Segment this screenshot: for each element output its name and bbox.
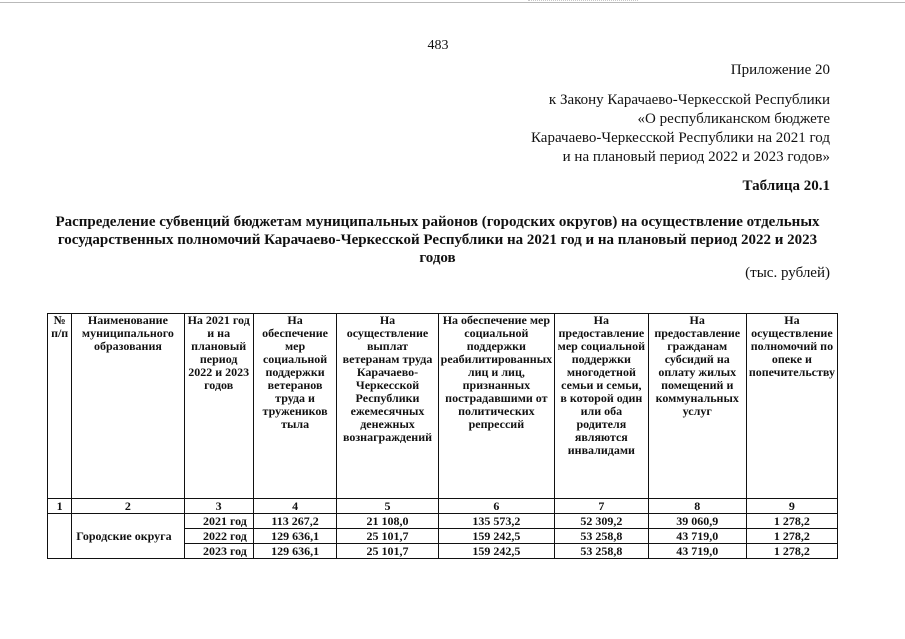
year-cell: 2023 год <box>184 544 253 559</box>
value-cell: 25 101,7 <box>337 544 438 559</box>
units-label: (тыс. рублей) <box>745 265 830 281</box>
value-cell: 1 278,2 <box>746 514 837 529</box>
table-header-row <box>48 314 838 499</box>
year-cell: 2022 год <box>184 529 253 544</box>
value-cell: 129 636,1 <box>253 529 337 544</box>
value-cell: 159 242,5 <box>438 529 554 544</box>
law-line: «О республиканском бюджете <box>637 111 830 127</box>
header-cell: На 2021 год и на плановый период 2022 и 2023 годов <box>184 314 253 499</box>
column-number: 9 <box>746 499 837 514</box>
value-cell: 113 267,2 <box>253 514 337 529</box>
law-line: Карачаево-Черкесской Республики на 2021 год <box>531 130 830 146</box>
subvention-table <box>47 313 838 559</box>
header-cell: На обеспечение мер социальной поддержки ветеранов труда и тружеников тыла <box>253 314 337 499</box>
header-cell: На предоставление мер социальной поддержки многодетной семьи и семьи, в которой один или оба родителя являются инвалидами <box>555 314 649 499</box>
header-cell: Наименование муниципального образования <box>72 314 184 499</box>
value-cell: 159 242,5 <box>438 544 554 559</box>
value-cell: 25 101,7 <box>337 529 438 544</box>
value-cell: 1 278,2 <box>746 529 837 544</box>
law-reference <box>531 91 830 167</box>
header-cell: На осуществление полномочий по опеке и попечительству <box>746 314 837 499</box>
page-number: 483 <box>427 38 449 53</box>
row-number-cell <box>48 514 72 559</box>
column-number: 8 <box>648 499 746 514</box>
value-cell: 1 278,2 <box>746 544 837 559</box>
value-cell: 43 719,0 <box>648 544 746 559</box>
document-title: Распределение субвенций бюджетам муниципальных районов (городских округов) на осуществление отдельных государственных полномочий Карачаево-Черкесской Республики на 2021 год и на плановый период 2022 и 2023 годов <box>55 214 820 266</box>
column-number: 6 <box>438 499 554 514</box>
header-cell: На осуществление выплат ветеранам труда Карачаево-Черкесской Республики ежемесячных денежных вознаграждений <box>337 314 438 499</box>
header-cell: № п/п <box>48 314 72 499</box>
municipality-name: Городские округа <box>72 514 184 559</box>
column-number: 7 <box>555 499 649 514</box>
year-cell: 2021 год <box>184 514 253 529</box>
column-number: 1 <box>48 499 72 514</box>
header-cell: На обеспечение мер социальной поддержки реабилитированных лиц и лиц, признанных пострадавшими от политических репрессий <box>438 314 554 499</box>
top-border-line <box>0 2 905 3</box>
value-cell: 135 573,2 <box>438 514 554 529</box>
law-line: и на плановый период 2022 и 2023 годов» <box>562 149 830 165</box>
appendix-label: Приложение 20 <box>730 62 830 78</box>
value-cell: 53 258,8 <box>555 529 649 544</box>
value-cell: 52 309,2 <box>555 514 649 529</box>
value-cell: 21 108,0 <box>337 514 438 529</box>
value-cell: 43 719,0 <box>648 529 746 544</box>
column-number: 5 <box>337 499 438 514</box>
column-number: 4 <box>253 499 337 514</box>
header-cell: На предоставление гражданам субсидий на оплату жилых помещений и коммунальных услуг <box>648 314 746 499</box>
column-number: 3 <box>184 499 253 514</box>
table-label: Таблица 20.1 <box>742 178 830 194</box>
value-cell: 129 636,1 <box>253 544 337 559</box>
column-number: 2 <box>72 499 184 514</box>
law-line: к Закону Карачаево-Черкесской Республики <box>548 92 830 108</box>
column-number-row <box>48 499 838 514</box>
scan-artifact <box>528 0 638 5</box>
value-cell: 53 258,8 <box>555 544 649 559</box>
table-row <box>48 514 838 529</box>
value-cell: 39 060,9 <box>648 514 746 529</box>
